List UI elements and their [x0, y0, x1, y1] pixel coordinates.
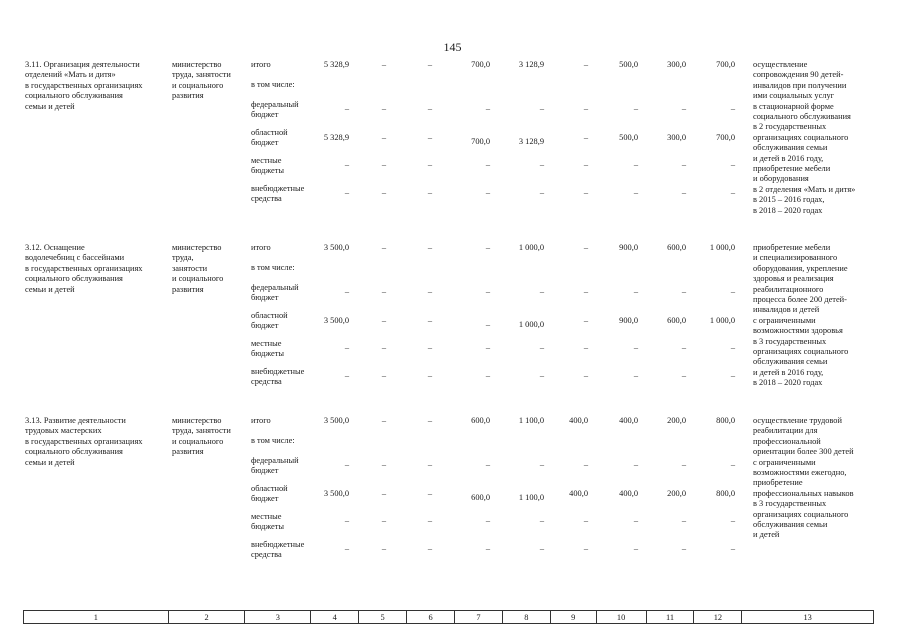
amount-cell: –	[681, 371, 686, 380]
column-number-cell: 6	[407, 611, 455, 623]
amount-cell: 300,0	[667, 133, 686, 142]
amount-cell: 900,0	[619, 243, 638, 252]
column-number-cell: 10	[597, 611, 647, 623]
amount-cell: –	[583, 516, 588, 525]
activity-title: 3.13. Развитие деятельности трудовых мастерских в государственных организациях социального обслуживания семьи и детей	[25, 416, 143, 467]
amount-cell: –	[485, 320, 490, 329]
amount-cell: –	[485, 160, 490, 169]
amount-cell: 3 500,0	[323, 316, 349, 325]
amount-cell: –	[381, 544, 386, 553]
amount-cell: 1 000,0	[518, 320, 544, 329]
amount-cell: –	[344, 544, 349, 553]
amount-cell: –	[427, 316, 432, 325]
funding-source-label: местные бюджеты	[251, 156, 285, 176]
amount-cell: –	[344, 460, 349, 469]
amount-cell: –	[539, 160, 544, 169]
amount-cell: 200,0	[667, 489, 686, 498]
amount-cell: 700,0	[471, 137, 490, 146]
funding-source-label: в том числе:	[251, 263, 295, 272]
amount-cell: –	[583, 60, 588, 69]
column-number-cell: 11	[647, 611, 695, 623]
amount-cell: –	[539, 371, 544, 380]
amount-cell: –	[730, 160, 735, 169]
amount-cell: –	[539, 188, 544, 197]
amount-cell: 3 500,0	[323, 416, 349, 425]
amount-cell: 3 500,0	[323, 489, 349, 498]
amount-cell: 700,0	[716, 60, 735, 69]
expected-result-cell: приобретение мебели и специализированного оборудования, укрепление здоровья и реализация реабилитационного процесса более 200 детей- инвалидов и детей с ограниченными возможностями здоровья в 3 государственных организациях социального обслуживания семьи и детей в 2016 году, в 2018 – 2020 годах	[753, 243, 849, 388]
amount-cell: –	[485, 243, 490, 252]
amount-cell: 3 128,9	[518, 137, 544, 146]
activity-title: 3.12. Оснащение водолечебниц с бассейнами в государственных организациях социального обслуживания семьи и детей	[25, 243, 143, 294]
amount-cell: –	[381, 60, 386, 69]
amount-cell: –	[681, 287, 686, 296]
amount-cell: 600,0	[667, 316, 686, 325]
funding-source-label: федеральный бюджет	[251, 283, 299, 303]
amount-cell: –	[427, 544, 432, 553]
amount-cell: 500,0	[619, 60, 638, 69]
amount-cell: –	[485, 287, 490, 296]
funding-source-label: местные бюджеты	[251, 339, 285, 359]
amount-cell: 400,0	[569, 416, 588, 425]
executor-cell: министерство труда, занятости и социального развития	[172, 60, 231, 101]
amount-cell: –	[344, 104, 349, 113]
amount-cell: –	[381, 516, 386, 525]
funding-source-label: местные бюджеты	[251, 512, 285, 532]
amount-cell: –	[381, 416, 386, 425]
amount-cell: 1 100,0	[518, 493, 544, 502]
amount-cell: –	[427, 343, 432, 352]
funding-source-label: в том числе:	[251, 80, 295, 89]
amount-cell: –	[633, 460, 638, 469]
amount-cell: –	[539, 460, 544, 469]
funding-source-label: внебюджетные средства	[251, 184, 305, 204]
amount-cell: –	[381, 133, 386, 142]
amount-cell: –	[730, 343, 735, 352]
amount-cell: –	[427, 133, 432, 142]
column-number-cell: 9	[551, 611, 597, 623]
amount-cell: –	[539, 287, 544, 296]
amount-cell: –	[730, 188, 735, 197]
amount-cell: –	[633, 287, 638, 296]
amount-cell: 700,0	[716, 133, 735, 142]
column-number-cell: 2	[169, 611, 246, 623]
amount-cell: –	[583, 460, 588, 469]
amount-cell: 5 328,9	[323, 133, 349, 142]
amount-cell: –	[381, 188, 386, 197]
funding-source-label: итого	[251, 243, 271, 252]
funding-source-label: областной бюджет	[251, 128, 288, 148]
amount-cell: 400,0	[569, 489, 588, 498]
amount-cell: –	[381, 343, 386, 352]
amount-cell: –	[485, 104, 490, 113]
amount-cell: 3 500,0	[323, 243, 349, 252]
amount-cell: –	[681, 460, 686, 469]
amount-cell: –	[633, 516, 638, 525]
amount-cell: –	[583, 544, 588, 553]
amount-cell: –	[427, 188, 432, 197]
column-number-cell: 12	[694, 611, 742, 623]
amount-cell: –	[485, 516, 490, 525]
amount-cell: –	[344, 287, 349, 296]
page-number: 145	[443, 40, 462, 54]
amount-cell: –	[381, 287, 386, 296]
amount-cell: 3 128,9	[518, 60, 544, 69]
amount-cell: –	[381, 371, 386, 380]
funding-source-label: итого	[251, 416, 271, 425]
amount-cell: –	[583, 160, 588, 169]
amount-cell: –	[427, 460, 432, 469]
amount-cell: –	[633, 343, 638, 352]
amount-cell: –	[427, 243, 432, 252]
amount-cell: –	[633, 160, 638, 169]
amount-cell: –	[344, 343, 349, 352]
amount-cell: 200,0	[667, 416, 686, 425]
funding-source-label: федеральный бюджет	[251, 456, 299, 476]
activity-title: 3.11. Организация деятельности отделений «Мать и дитя» в государственных организациях социального обслуживания семьи и детей	[25, 60, 143, 111]
amount-cell: –	[583, 188, 588, 197]
amount-cell: –	[344, 371, 349, 380]
funding-source-label: областной бюджет	[251, 311, 288, 331]
funding-source-label: в том числе:	[251, 436, 295, 445]
amount-cell: –	[583, 104, 588, 113]
amount-cell: –	[730, 371, 735, 380]
amount-cell: –	[381, 243, 386, 252]
amount-cell: –	[539, 544, 544, 553]
amount-cell: –	[344, 188, 349, 197]
amount-cell: –	[730, 516, 735, 525]
amount-cell: 400,0	[619, 489, 638, 498]
amount-cell: 800,0	[716, 489, 735, 498]
column-number-cell: 7	[455, 611, 503, 623]
amount-cell: –	[427, 516, 432, 525]
funding-source-label: внебюджетные средства	[251, 540, 305, 560]
amount-cell: 600,0	[471, 493, 490, 502]
expected-result-cell: осуществление сопровождения 90 детей- инвалидов при получении ими социальных услуг в стационарной форме социального обслуживания в 2 государственных организациях социального обслуживания семьи и детей в 2016 году, приобретение мебели и оборудования в 2 отделения «Мать и дитя» в 2015 – 2016 годах, в 2018 – 2020 годах	[753, 60, 856, 215]
amount-cell: 1 000,0	[518, 243, 544, 252]
amount-cell: –	[427, 416, 432, 425]
amount-cell: –	[633, 104, 638, 113]
amount-cell: –	[427, 104, 432, 113]
amount-cell: –	[681, 160, 686, 169]
amount-cell: 500,0	[619, 133, 638, 142]
amount-cell: –	[485, 343, 490, 352]
amount-cell: 900,0	[619, 316, 638, 325]
column-number-cell: 3	[245, 611, 311, 623]
amount-cell: –	[583, 133, 588, 142]
amount-cell: –	[730, 104, 735, 113]
executor-cell: министерство труда, занятости и социального развития	[172, 416, 231, 457]
amount-cell: –	[583, 287, 588, 296]
amount-cell: –	[381, 489, 386, 498]
amount-cell: –	[583, 316, 588, 325]
amount-cell: –	[427, 160, 432, 169]
funding-source-label: итого	[251, 60, 271, 69]
amount-cell: –	[485, 188, 490, 197]
amount-cell: –	[381, 104, 386, 113]
column-number-cell: 5	[359, 611, 407, 623]
amount-cell: –	[381, 160, 386, 169]
amount-cell: –	[485, 460, 490, 469]
funding-source-label: внебюджетные средства	[251, 367, 305, 387]
column-number-row	[23, 610, 874, 624]
amount-cell: –	[539, 104, 544, 113]
amount-cell: –	[681, 544, 686, 553]
amount-cell: –	[427, 287, 432, 296]
expected-result-cell: осуществление трудовой реабилитации для профессиональной ориентации более 300 детей с ограниченными возможностями ежегодно, приобретение профессиональных навыков в 3 государственных организациях социального обслуживания семьи и детей	[753, 416, 854, 540]
column-number-cell: 4	[311, 611, 359, 623]
amount-cell: –	[539, 343, 544, 352]
amount-cell: –	[539, 516, 544, 525]
amount-cell: 300,0	[667, 60, 686, 69]
amount-cell: –	[583, 371, 588, 380]
amount-cell: –	[681, 516, 686, 525]
amount-cell: 1 000,0	[709, 316, 735, 325]
amount-cell: –	[633, 188, 638, 197]
amount-cell: –	[485, 371, 490, 380]
amount-cell: 700,0	[471, 60, 490, 69]
amount-cell: –	[633, 371, 638, 380]
amount-cell: –	[730, 460, 735, 469]
amount-cell: –	[427, 60, 432, 69]
funding-source-label: областной бюджет	[251, 484, 288, 504]
amount-cell: 600,0	[667, 243, 686, 252]
amount-cell: –	[381, 460, 386, 469]
amount-cell: –	[344, 516, 349, 525]
amount-cell: 600,0	[471, 416, 490, 425]
amount-cell: –	[427, 489, 432, 498]
amount-cell: –	[730, 287, 735, 296]
amount-cell: –	[730, 544, 735, 553]
amount-cell: 1 100,0	[518, 416, 544, 425]
amount-cell: –	[681, 104, 686, 113]
amount-cell: –	[583, 343, 588, 352]
amount-cell: –	[633, 544, 638, 553]
amount-cell: 400,0	[619, 416, 638, 425]
column-number-cell: 1	[24, 611, 169, 623]
executor-cell: министерство труда, занятости и социального развития	[172, 243, 224, 294]
funding-source-label: федеральный бюджет	[251, 100, 299, 120]
amount-cell: 5 328,9	[323, 60, 349, 69]
amount-cell: –	[681, 343, 686, 352]
amount-cell: –	[583, 243, 588, 252]
amount-cell: –	[381, 316, 386, 325]
amount-cell: –	[344, 160, 349, 169]
column-number-cell: 13	[803, 612, 812, 622]
column-number-cell: 8	[503, 611, 551, 623]
amount-cell: –	[427, 371, 432, 380]
amount-cell: –	[681, 188, 686, 197]
amount-cell: 800,0	[716, 416, 735, 425]
amount-cell: 1 000,0	[709, 243, 735, 252]
amount-cell: –	[485, 544, 490, 553]
